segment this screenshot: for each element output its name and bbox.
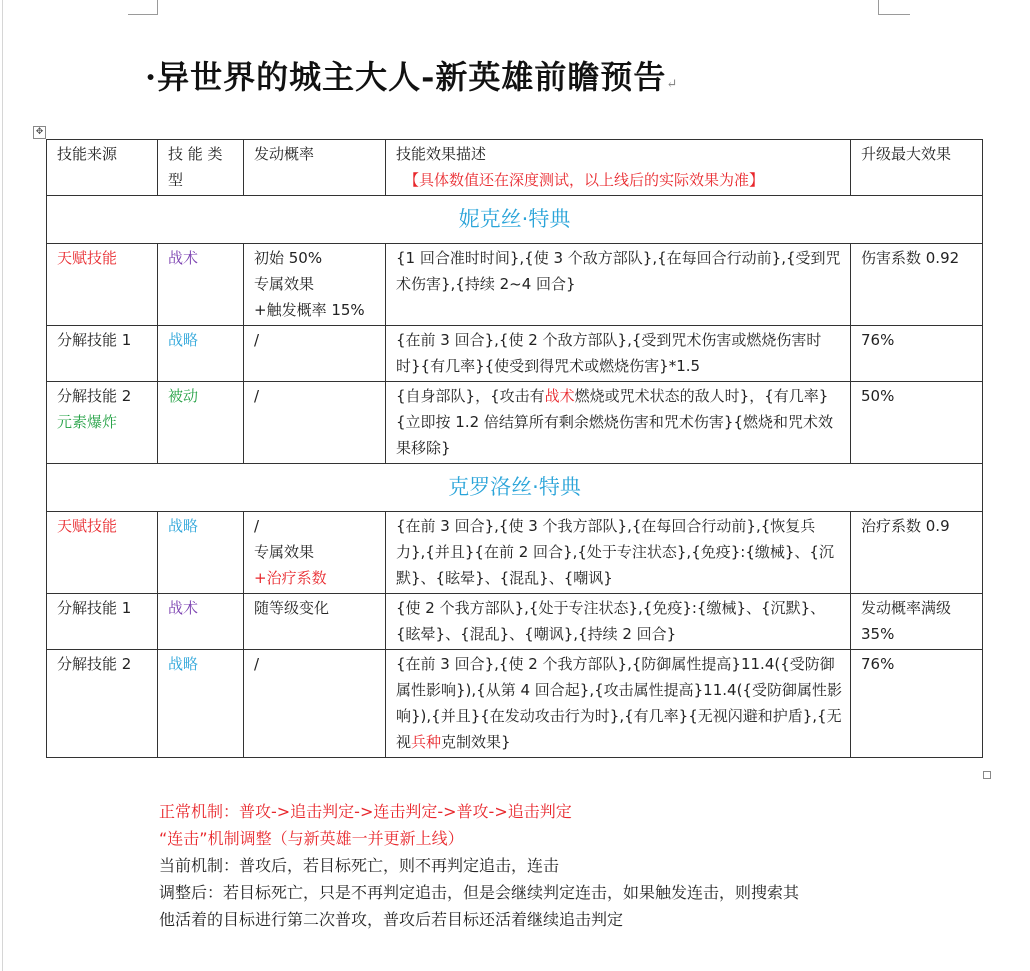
table-row (47, 382, 983, 464)
header-effect (386, 140, 851, 196)
cell-max: 76% (851, 326, 983, 382)
cell-type: 战术 (158, 244, 244, 326)
crop-mark-top-right (878, 14, 910, 15)
cell-max: 76% (851, 650, 983, 758)
cell-type: 被动 (158, 382, 244, 464)
header-type: 技 能 类型 (158, 140, 244, 196)
section-row-keluolusi (47, 464, 983, 512)
chance-line: 初始 50% (254, 249, 323, 267)
header-effect-label: 技能效果描述 (396, 145, 487, 163)
header-chance: 发动概率 (244, 140, 386, 196)
header-max: 升级最大效果 (851, 140, 983, 196)
table-row (47, 650, 983, 758)
cell-source: 分解技能 1 (47, 594, 158, 650)
source-sub-label: 元素爆炸 (57, 413, 118, 431)
chance-line-red: +治疗系数 (254, 569, 327, 587)
table-row (47, 326, 983, 382)
effect-text: {在前 3 回合},{使 2 个我方部队},{防御属性提高}11.4({受防御属性影响}),{从第 4 回合起},{攻击属性提高}11.4({受防御属性影响}),{并且}{在发动攻击行为时},{有几率}{无视闪避和护盾},{无视 (396, 655, 842, 751)
cell-max: 发动概率满级 35% (851, 594, 983, 650)
notes-block (159, 798, 919, 933)
cell-type: 战略 (158, 512, 244, 594)
cell-effect (386, 650, 851, 758)
cell-effect: {在前 3 回合},{使 3 个我方部队},{在每回合行动前},{恢复兵力},{并且}{在前 2 回合},{处于专注状态},{免疫}:{缴械}、{沉默}、{眩晕}、{混乱}、{嘲讽} (386, 512, 851, 594)
effect-text: 燃烧或咒术状态的敌人时}，{有几率}{立即按 1.2 倍结算所有剩余燃烧伤害和咒术伤害}{燃烧和咒术效果移除} (396, 387, 834, 457)
crop-mark-top-left (128, 14, 158, 15)
cell-max: 治疗系数 0.9 (851, 512, 983, 594)
cell-effect: {1 回合准时时间},{使 3 个敌方部队},{在每回合行动前},{受到咒术伤害},{持续 2~4 回合} (386, 244, 851, 326)
table-header-row (47, 140, 983, 196)
table-row (47, 512, 983, 594)
cell-chance: / (244, 650, 386, 758)
source-label: 分解技能 2 (57, 387, 132, 405)
cell-source: 天赋技能 (47, 244, 158, 326)
chance-line: 专属效果 (254, 275, 315, 293)
cell-source: 分解技能 1 (47, 326, 158, 382)
effect-highlight: 兵种 (411, 733, 442, 751)
skill-table (46, 139, 983, 758)
crop-mark-top-right-v (878, 0, 879, 15)
note-after-line-2: 他活着的目标进行第二次普攻，普攻后若目标还活着继续追击判定 (159, 910, 624, 929)
section-title: 克罗洛丝·特典 (47, 464, 983, 512)
table-move-handle-icon[interactable]: ✥ (33, 126, 46, 139)
cell-source: 天赋技能 (47, 512, 158, 594)
cell-chance: 随等级变化 (244, 594, 386, 650)
note-after-line-1: 调整后：若目标死亡，只是不再判定追击，但是会继续判定连击，如果触发连击，则搜索其 (159, 883, 800, 902)
cell-source (47, 382, 158, 464)
table-resize-handle-icon[interactable] (983, 771, 991, 779)
cell-chance: / (244, 326, 386, 382)
page-left-edge (2, 0, 3, 971)
table-row (47, 594, 983, 650)
effect-text: 克制效果} (441, 733, 511, 751)
cell-type: 战略 (158, 650, 244, 758)
cell-effect (386, 382, 851, 464)
cell-chance (244, 244, 386, 326)
cell-max: 50% (851, 382, 983, 464)
cell-max: 伤害系数 0.92 (851, 244, 983, 326)
header-source: 技能来源 (47, 140, 158, 196)
chance-line: / (254, 517, 260, 535)
cell-source: 分解技能 2 (47, 650, 158, 758)
document-title (145, 52, 845, 98)
cell-chance: / (244, 382, 386, 464)
title-text: ·异世界的城主大人-新英雄前瞻预告 (145, 58, 667, 96)
paragraph-mark-icon: ↵ (666, 77, 679, 92)
chance-line: +触发概率 15% (254, 301, 365, 319)
cell-effect: {在前 3 回合},{使 2 个敌方部队},{受到咒术伤害或燃烧伤害时时}{有几率}{使受到得咒术或燃烧伤害}*1.5 (386, 326, 851, 382)
note-current-mechanism: 当前机制：普攻后，若目标死亡，则不再判定追击，连击 (159, 856, 560, 875)
cell-type: 战术 (158, 594, 244, 650)
table-row (47, 244, 983, 326)
note-normal-mechanism: 正常机制：普攻->追击判定->连击判定->普攻->追击判定 (159, 802, 572, 821)
header-effect-note: 【具体数值还在深度测试，以上线后的实际效果为准】 (404, 171, 765, 189)
section-title: 妮克丝·特典 (47, 196, 983, 244)
section-row-nikesi (47, 196, 983, 244)
cell-type: 战略 (158, 326, 244, 382)
cell-chance (244, 512, 386, 594)
crop-mark-top-left-v (157, 0, 158, 15)
cell-effect: {使 2 个我方部队},{处于专注状态},{免疫}:{缴械}、{沉默}、{眩晕}、{混乱}、{嘲讽},{持续 2 回合} (386, 594, 851, 650)
effect-highlight: 战术 (544, 387, 575, 405)
chance-line: 专属效果 (254, 543, 315, 561)
note-adjust-title: “连击”机制调整（与新英雄一并更新上线） (159, 829, 464, 848)
effect-text: {自身部队}，{攻击有 (396, 387, 545, 405)
